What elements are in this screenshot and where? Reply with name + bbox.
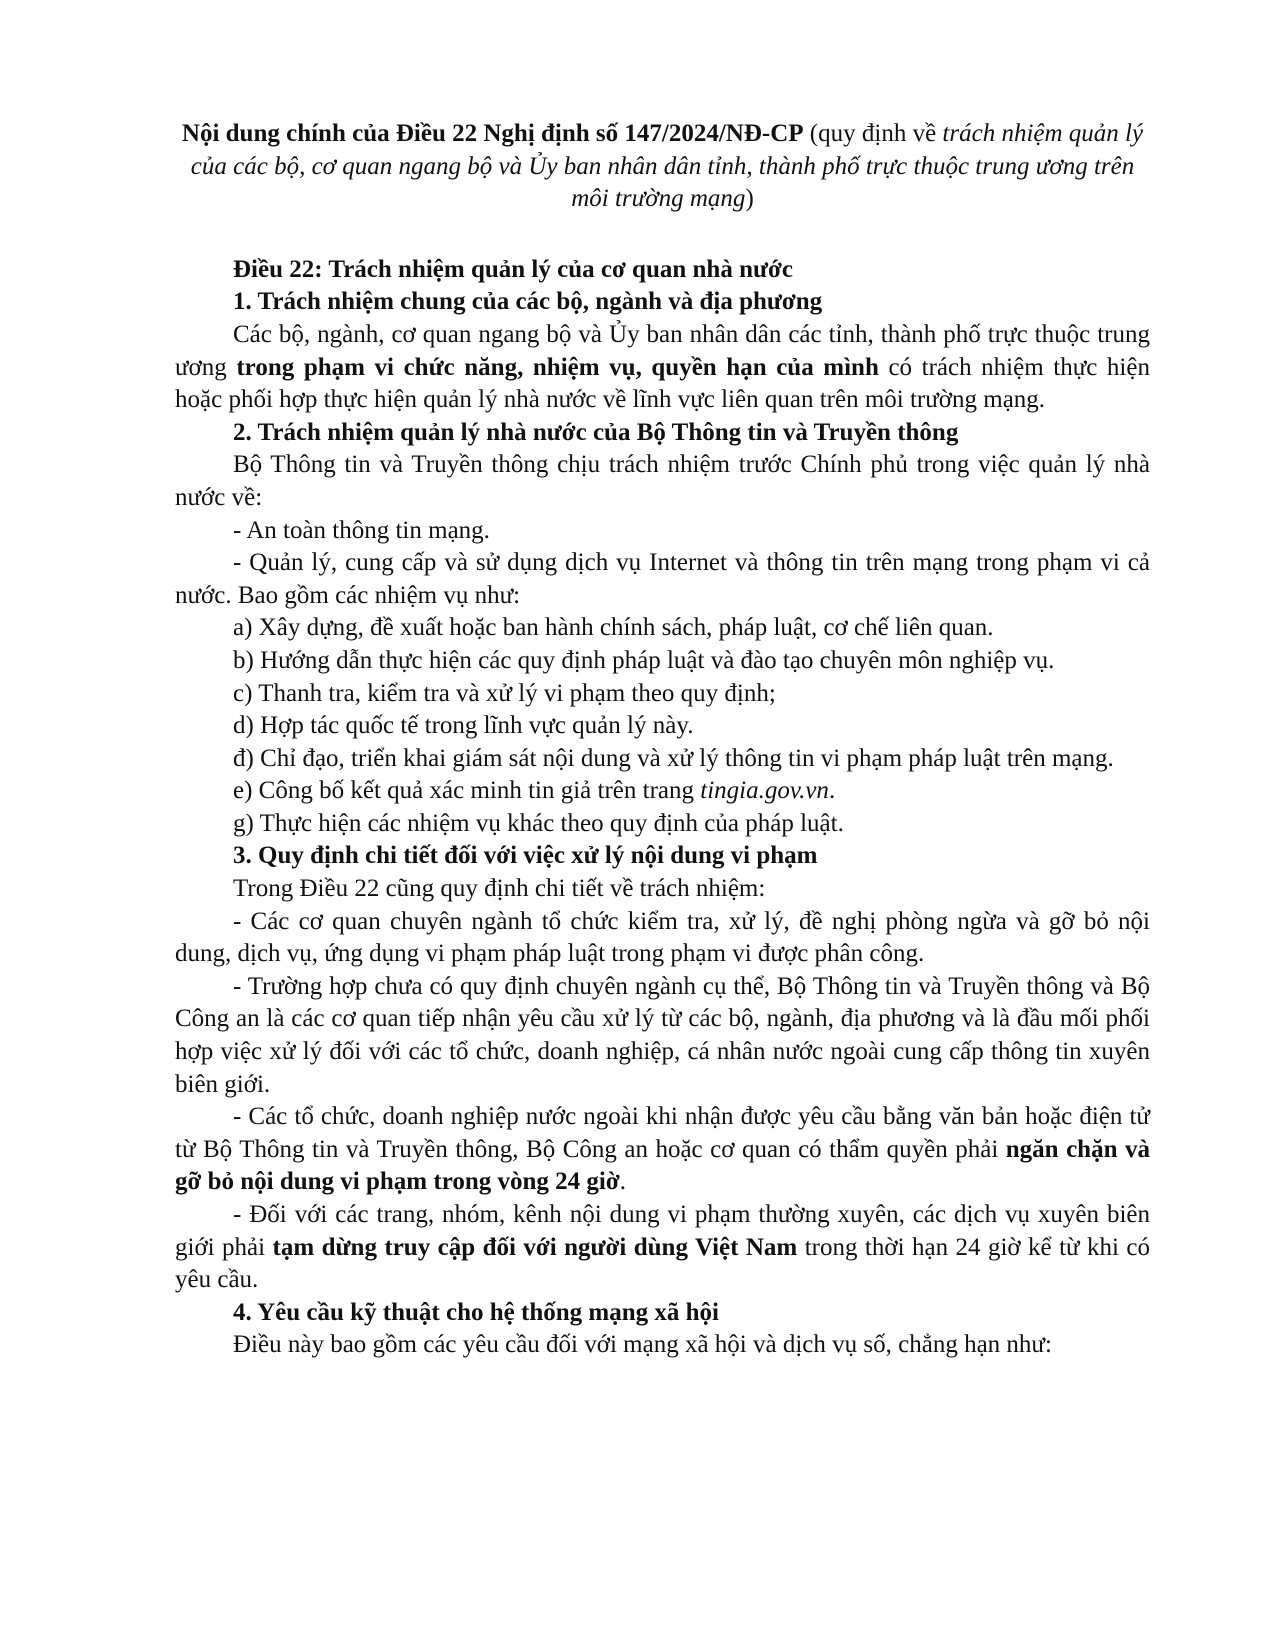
section3-bullet-3-a: - Các tổ chức, doanh nghiệp nước ngoài khi nhận được yêu cầu bằng văn bản hoặc điện tử từ Bộ Thông tin và Truyền thông, Bộ Công an hoặc cơ quan có thẩm quyền phải [175,1103,1150,1163]
article-heading: Điều 22: Trách nhiệm quản lý của cơ quan nhà nước [233,255,793,283]
section2-heading: 2. Trách nhiệm quản lý nhà nước của Bộ Thông tin và Truyền thông [233,418,959,446]
section2-item-e-text: e) Công bố kết quả xác minh tin giả trên trang [233,777,701,805]
section3-bullet-3 [175,1101,1150,1199]
title-close: ) [745,185,754,213]
section2-bullet-1: - An toàn thông tin mạng. [233,516,490,544]
section2-intro: Bộ Thông tin và Truyền thông chịu trách nhiệm trước Chính phủ trong việc quản lý nhà nước về: [175,451,1150,511]
title-bold: Nội dung chính của Điều 22 Nghị định số 147/2024/NĐ-CP [181,120,804,147]
section1-paragraph [175,319,1150,417]
section3-bullet-1: - Các cơ quan chuyên ngành tổ chức kiểm tra, xử lý, đề nghị phòng ngừa và gỡ bỏ nội dung, dịch vụ, ứng dụng vi phạm pháp luật trong phạm vi được phân công. [175,907,1150,968]
section2-item-d: d) Hợp tác quốc tế trong lĩnh vực quản lý này. [233,712,694,740]
section3-bullet-4-a: - Đối với các trang, nhóm, kênh nội dung vi phạm thường xuyên, các dịch vụ xuyên biên giới phải [175,1201,1150,1261]
section1-text-bold: trong phạm vi chức năng, nhiệm vụ, quyền hạn của mình [236,353,879,381]
document-title [175,118,1150,216]
section2-item-e-end: . [828,777,836,805]
section3-heading: 3. Quy định chi tiết đối với việc xử lý nội dung vi phạm [233,842,818,870]
section2-item-g: g) Thực hiện các nhiệm vụ khác theo quy định của pháp luật. [233,809,844,837]
document-page [175,118,1150,1362]
section1-text-a: Các bộ, ngành, cơ quan ngang bộ và Ủy ban nhân dân các tỉnh, thành phố trực thuộc trung ương [175,320,1150,381]
section1-heading: 1. Trách nhiệm chung của các bộ, ngành và địa phương [233,288,823,316]
section3-bullet-3-bold: ngăn chặn và gỡ bỏ nội dung vi phạm trong vòng 24 giờ [175,1135,1150,1196]
section3-bullet-2: - Trường hợp chưa có quy định chuyên ngành cụ thể, Bộ Thông tin và Truyền thông và Bộ Công an là các cơ quan tiếp nhận yêu cầu xử lý từ các bộ, ngành, địa phương và là đầu mối phối hợp việc xử lý đối với các tổ chức, doanh nghiệp, cá nhân nước ngoài cung cấp thông tin xuyên biên giới. [175,972,1150,1098]
tingia-link: tingia.gov.vn [700,777,829,805]
section2-item-c: c) Thanh tra, kiểm tra và xử lý vi phạm theo quy định; [233,679,776,707]
section3-bullet-3-b: . [619,1168,626,1196]
title-italic: trách nhiệm quản lý của các bộ, cơ quan ngang bộ và Ủy ban nhân dân tỉnh, thành phố trực thuộc trung ương trên môi trường mạng [190,120,1144,213]
section2-item-dd: đ) Chỉ đạo, triển khai giám sát nội dung và xử lý thông tin vi phạm pháp luật trên mạng. [233,744,1114,772]
section3-bullet-4-bold: tạm dừng truy cập đối với người dùng Việt Nam [272,1233,798,1261]
section2-bullet-2: - Quản lý, cung cấp và sử dụng dịch vụ Internet và thông tin trên mạng trong phạm vi cả nước. Bao gồm các nhiệm vụ như: [175,549,1150,609]
section2-item-e [175,775,1150,808]
section3-bullet-4-b: trong thời hạn 24 giờ kể từ khi có yêu cầu. [175,1233,1151,1294]
section1-text-b: có trách nhiệm thực hiện hoặc phối hợp thực hiện quản lý nhà nước về lĩnh vực liên quan trên môi trường mạng. [175,353,1150,414]
title-open: (quy định về [803,120,943,147]
section4-intro: Điều này bao gồm các yêu cầu đối với mạng xã hội và dịch vụ số, chẳng hạn như: [233,1331,1052,1359]
section3-intro: Trong Điều 22 cũng quy định chi tiết về trách nhiệm: [233,875,766,903]
section2-item-a: a) Xây dựng, đề xuất hoặc ban hành chính sách, pháp luật, cơ chế liên quan. [233,614,994,642]
section2-item-b: b) Hướng dẫn thực hiện các quy định pháp luật và đào tạo chuyên môn nghiệp vụ. [233,646,1055,674]
section4-heading: 4. Yêu cầu kỹ thuật cho hệ thống mạng xã hội [233,1298,719,1326]
section3-bullet-4 [175,1199,1150,1297]
